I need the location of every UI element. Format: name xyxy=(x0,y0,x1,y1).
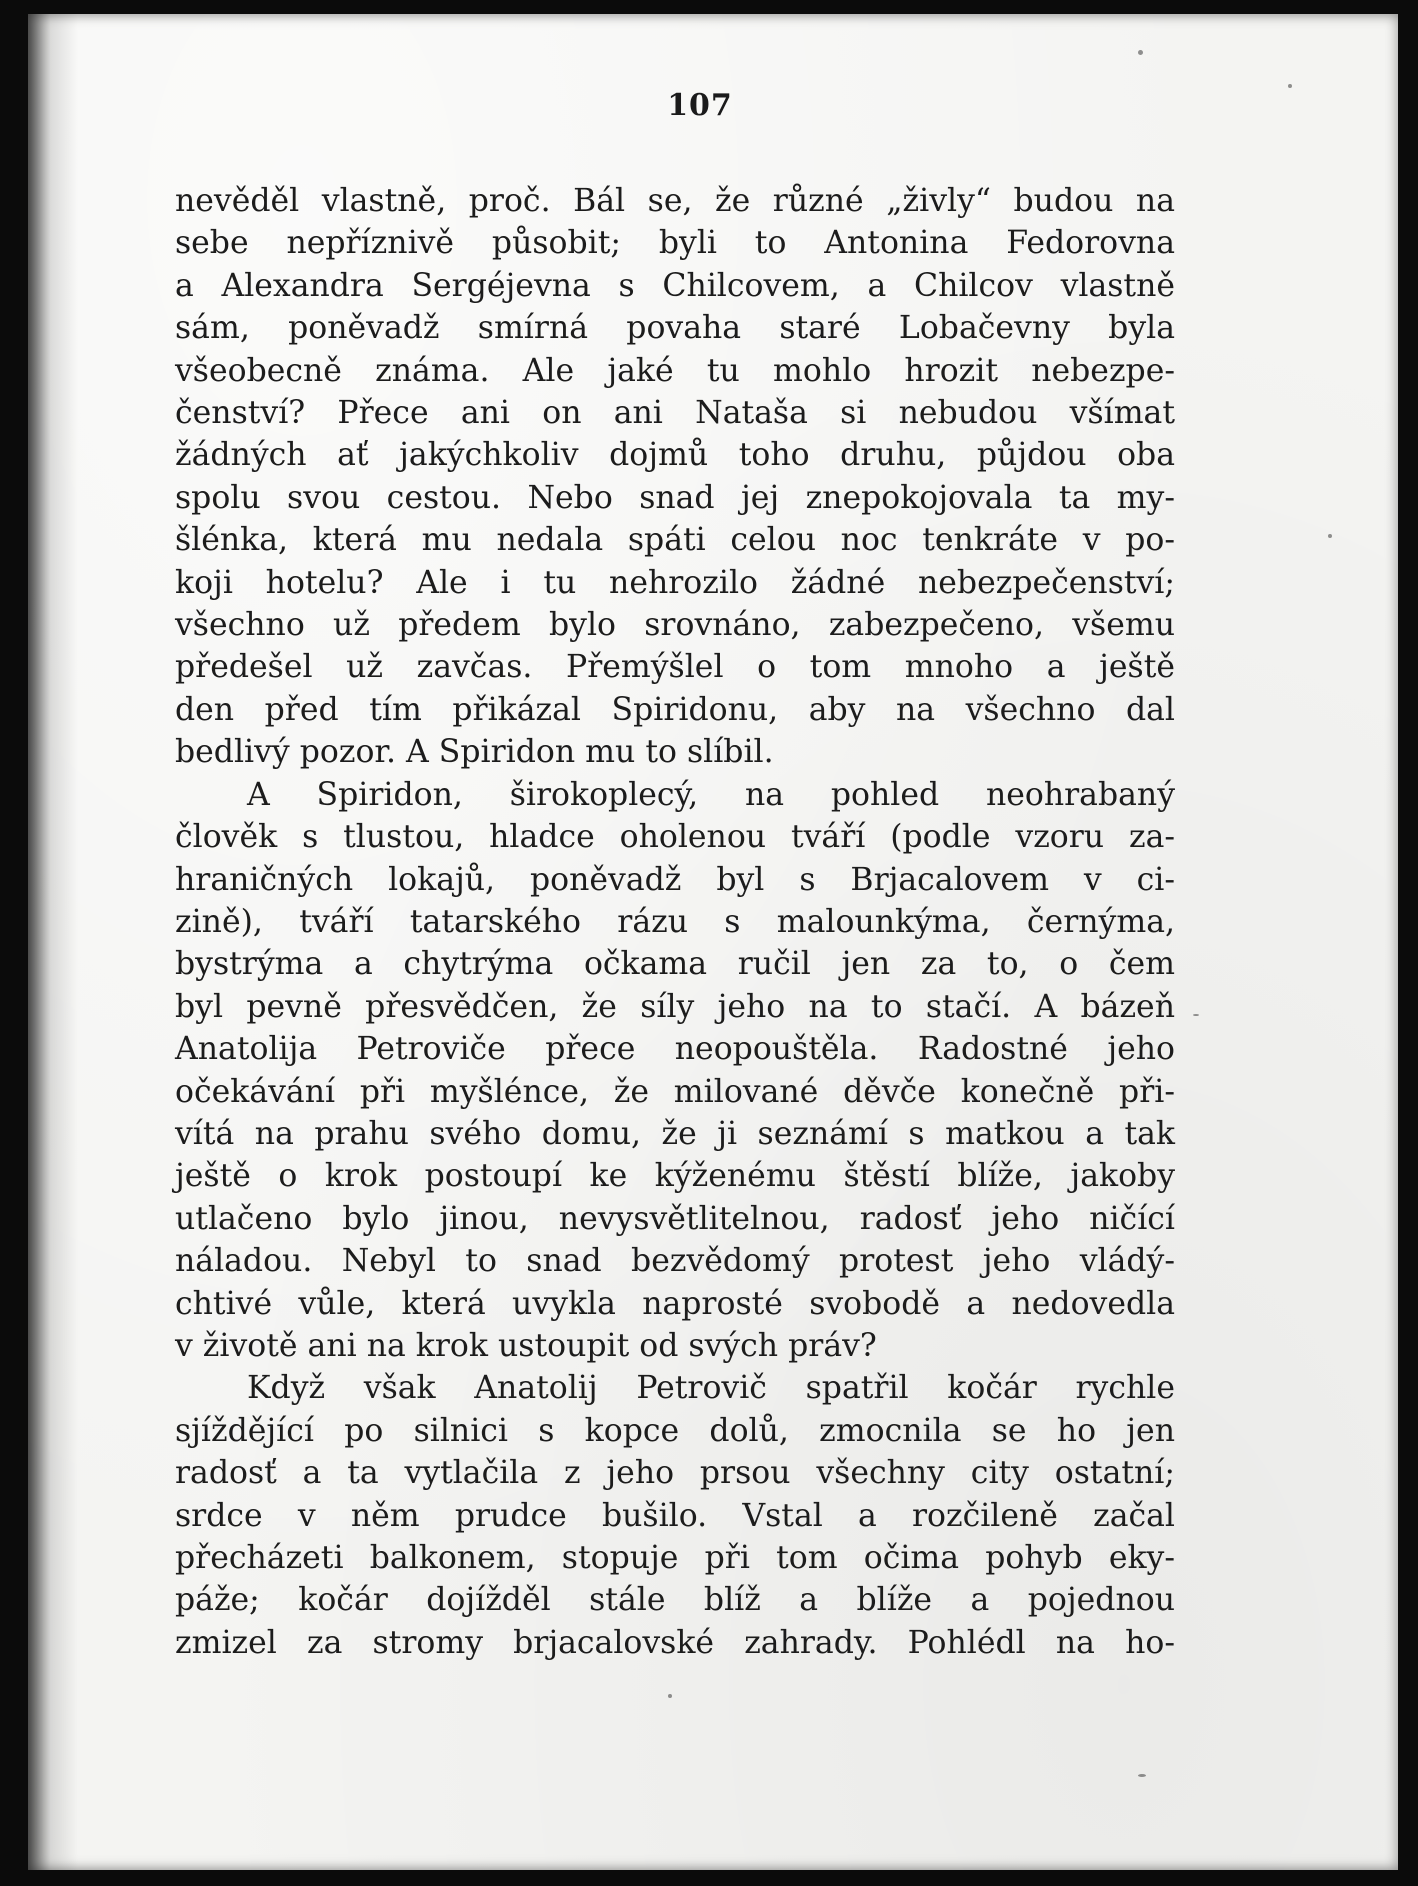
binding-shadow xyxy=(28,14,78,1870)
text-line: zině), tváří tatarského rázu s malounkýma, černýma, xyxy=(175,903,1175,940)
text-line: všeobecně známa. Ale jaké tu mohlo hrozit nebezpe- xyxy=(175,352,1175,389)
text-line: sebe nepříznivě působit; byli to Antonina Fedorovna xyxy=(175,225,1175,262)
text-line: utlačeno bylo jinou, nevysvětlitelnou, radosť jeho ničící xyxy=(175,1200,1175,1237)
text-line: nevěděl vlastně, proč. Bál se, že různé „živly“ budou na xyxy=(175,183,1175,219)
text-line: a Alexandra Sergéjevna s Chilcovem, a Chilcov vlastně xyxy=(175,267,1175,304)
text-line: všechno už předem bylo srovnáno, zabezpečeno, všemu xyxy=(175,607,1175,644)
text-line: sjíždějící po silnici s kopce dolů, zmocnila se ho jen xyxy=(175,1412,1175,1449)
text-line: radosť a ta vytlačila z jeho prsou všechny city ostatní; xyxy=(175,1455,1175,1492)
text-line: šlénka, která mu nedala spáti celou noc tenkráte v po- xyxy=(175,522,1175,559)
text-line: koji hotelu? Ale i tu nehrozilo žádné nebezpečenství; xyxy=(175,564,1175,601)
text-line: srdce v něm prudce bušilo. Vstal a rozčileně začal xyxy=(175,1497,1175,1534)
text-line: zmizel za stromy brjacalovské zahrady. Pohlédl na ho- xyxy=(175,1624,1175,1661)
text-line: ještě o krok postoupí ke kýženému štěstí blíže, jakoby xyxy=(175,1158,1175,1195)
text-line: den před tím přikázal Spiridonu, aby na všechno dal xyxy=(175,691,1175,728)
text-line: sám, poněvadž smírná povaha staré Lobačevny byla xyxy=(175,310,1175,347)
text-line: spolu svou cestou. Nebo snad jej znepokojovala ta my- xyxy=(175,479,1175,516)
text-line: přecházeti balkonem, stopuje při tom očima pohyb eky- xyxy=(175,1540,1175,1576)
paper-speck xyxy=(1193,1014,1199,1016)
text-line: Anatolija Petroviče přece neopouštěla. Radostné jeho xyxy=(175,1031,1175,1068)
text-line: byl pevně přesvědčen, že síly jeho na to stačí. A bázeň xyxy=(175,988,1175,1025)
text-line: vítá na prahu svého domu, že ji seznámí s matkou a tak xyxy=(175,1115,1175,1152)
paper-speck xyxy=(1138,50,1143,55)
text-line: čenství? Přece ani on ani Nataša si nebudou všímat xyxy=(175,395,1175,432)
text-line: páže; kočár dojížděl stále blíž a blíže a pojednou xyxy=(175,1582,1175,1619)
text-line: člověk s tlustou, hladce oholenou tváří (podle vzoru za- xyxy=(175,819,1175,856)
paragraph-start-line: Když však Anatolij Petrovič spatřil kočár rychle xyxy=(247,1370,1175,1407)
paper-speck xyxy=(1328,534,1332,538)
text-line: náladou. Nebyl to snad bezvědomý protest jeho vládý- xyxy=(175,1243,1175,1280)
paragraph-end-line: v životě ani na krok ustoupit od svých práv? xyxy=(175,1327,877,1364)
text-line: očekávání při myšlénce, že milované děvče konečně při- xyxy=(175,1073,1175,1110)
text-line: žádných ať jakýchkoliv dojmů toho druhu, půjdou oba xyxy=(175,437,1175,474)
paragraph-start-line: A Spiridon, širokoplecý, na pohled neohrabaný xyxy=(247,776,1175,813)
paper-speck xyxy=(668,1694,672,1698)
paragraph-end-line: bedlivý pozor. A Spiridon mu to slíbil. xyxy=(175,734,774,771)
text-line: chtivé vůle, která uvykla naprosté svobodě a nedovedla xyxy=(175,1285,1175,1322)
page-number: 107 xyxy=(667,88,733,123)
text-line: předešel už zavčas. Přemýšlel o tom mnoho a ještě xyxy=(175,649,1175,686)
text-line: bystrýma a chytrýma očkama ručil jen za to, o čem xyxy=(175,946,1175,983)
text-line: hraničných lokajů, poněvadž byl s Brjacalovem v ci- xyxy=(175,861,1175,898)
body-text xyxy=(175,180,1175,1664)
paper-speck xyxy=(1138,1774,1146,1777)
